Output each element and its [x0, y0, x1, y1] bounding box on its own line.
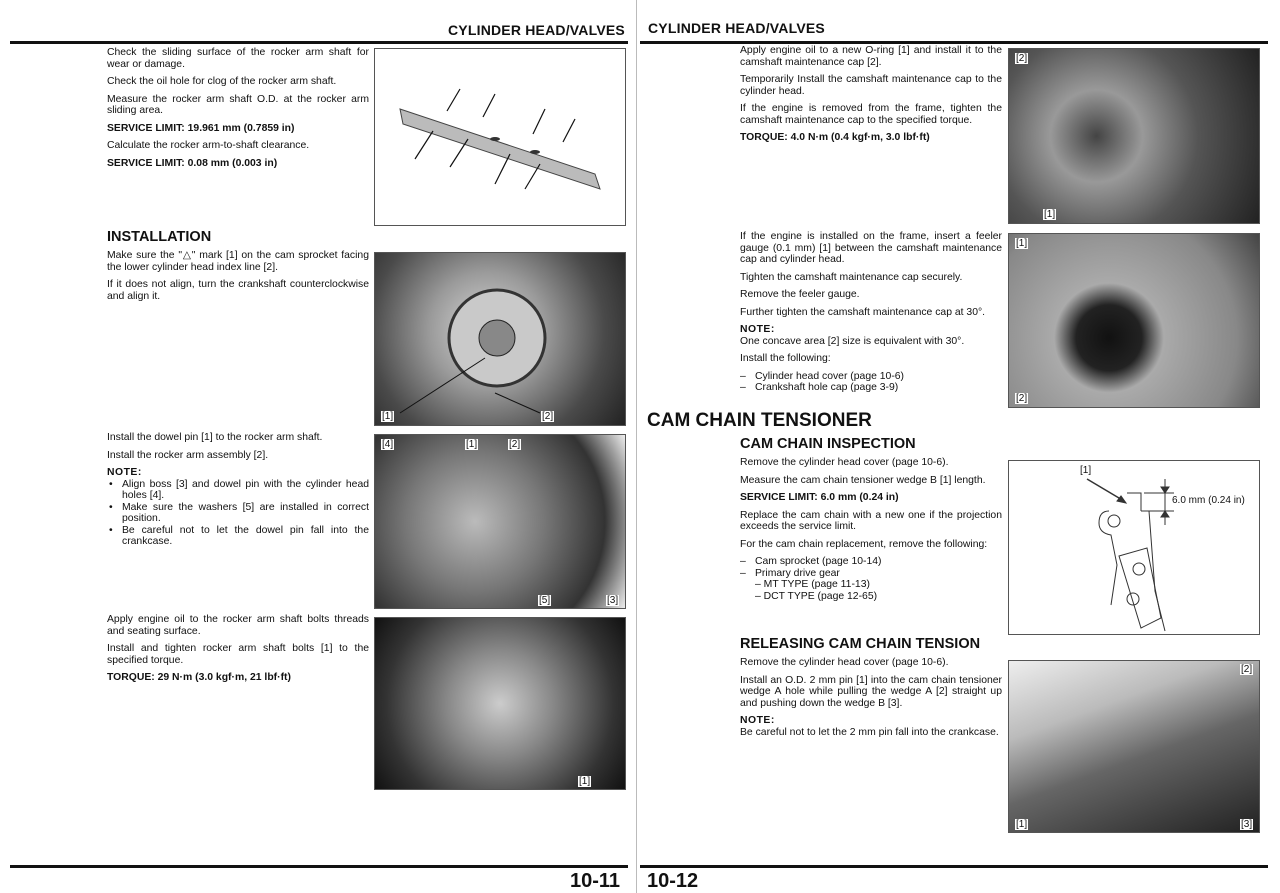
paragraph: Measure the rocker arm shaft O.D. at the rocker arm sliding area.: [107, 93, 369, 116]
paragraph: Measure the cam chain tensioner wedge B [1] length.: [740, 474, 986, 486]
cam-sprocket-photo: [374, 252, 626, 426]
header-rule: [640, 41, 1268, 44]
page-gutter: [636, 0, 637, 893]
note-label: NOTE:: [740, 715, 775, 726]
right-page-header: CYLINDER HEAD/VALVES: [648, 20, 825, 36]
paragraph: Temporarily Install the camshaft maintenance cap to the cylinder head.: [740, 74, 1002, 97]
chain-inspection-text: [740, 457, 1002, 608]
installation-text: [107, 250, 369, 308]
paragraph: Further tighten the camshaft maintenance cap at 30°.: [740, 306, 986, 318]
installation-heading: INSTALLATION: [107, 229, 212, 245]
section-heading: CAM CHAIN TENSIONER: [647, 410, 872, 431]
paragraph: Apply engine oil to the rocker arm shaft bolts threads and seating surface.: [107, 614, 369, 637]
rocker-assembly-photo: [374, 434, 626, 609]
paragraph: Install the rocker arm assembly [2].: [107, 449, 269, 461]
list-subitem: – DCT TYPE (page 12-65): [755, 590, 878, 602]
figure-label: [2]: [542, 411, 554, 422]
list-item: – Primary drive gear: [740, 568, 1002, 580]
list-item: • Be careful not to let the dowel pin fall into the crankcase.: [107, 525, 369, 548]
note-label: NOTE:: [107, 467, 142, 478]
paragraph: Remove the cylinder head cover (page 10-6).: [740, 457, 949, 468]
note-text: Be careful not to let the 2 mm pin fall into the crankcase.: [740, 726, 999, 738]
paragraph: Apply engine oil to a new O-ring [1] and install it to the camshaft maintenance cap [2].: [740, 45, 1002, 68]
paragraph: Install the dowel pin [1] to the rocker arm shaft.: [107, 432, 323, 443]
figure-label: [1]: [466, 439, 478, 450]
feeler-text: [740, 231, 1002, 400]
list-item: – Cam sprocket (page 10-14): [740, 556, 1002, 568]
figure-label: [4]: [382, 439, 394, 450]
service-limit: SERVICE LIMIT: 0.08 mm (0.003 in): [107, 157, 278, 169]
figure-label: [2]: [1016, 53, 1028, 64]
note-label: NOTE:: [740, 324, 775, 335]
paragraph: Replace the cam chain with a new one if the projection exceeds the service limit.: [740, 509, 1002, 532]
torque-spec: TORQUE: 29 N·m (3.0 kgf·m, 21 lbf·ft): [107, 672, 291, 683]
page-number: 10-12: [647, 870, 699, 892]
list-subitem: – MT TYPE (page 11-13): [755, 579, 870, 590]
removal-list: [740, 556, 1002, 602]
figure-label: [3]: [1241, 819, 1253, 830]
left-page-header: CYLINDER HEAD/VALVES: [448, 22, 625, 38]
list-item: • Align boss [3] and dowel pin with the cylinder head holes [4].: [107, 479, 369, 502]
torque-spec: TORQUE: 4.0 N·m (0.4 kgf·m, 3.0 lbf·ft): [740, 132, 930, 143]
rocker-shaft-drawing: [375, 49, 626, 226]
figure-label: [3]: [607, 595, 619, 606]
paragraph: Check the oil hole for clog of the rocker arm shaft.: [107, 76, 337, 87]
rocker-bolts-photo: [374, 617, 626, 790]
paragraph: Install the following:: [740, 353, 831, 364]
inspection-heading: CAM CHAIN INSPECTION: [740, 436, 916, 452]
paragraph: Make sure the "△" mark [1] on the cam sprocket facing the lower cylinder head index line [2].: [107, 250, 369, 273]
bolt-text: [107, 614, 369, 690]
rocker-install-text: [107, 432, 369, 554]
note-text: One concave area [2] size is equivalent with 30°.: [740, 335, 965, 347]
install-list: [740, 371, 1002, 394]
paragraph: If the engine is removed from the frame, tighten the camshaft maintenance cap to the specified torque.: [740, 103, 1002, 126]
paragraph: Install and tighten rocker arm shaft bolts [1] to the specified torque.: [107, 643, 369, 666]
tensioner-wedge-diagram: [1008, 460, 1260, 635]
releasing-text: [740, 657, 1002, 744]
paragraph: If the engine is installed on the frame, insert a feeler gauge (0.1 mm) [1] between the camshaft maintenance cap and cylinder head.: [740, 231, 1002, 265]
maintenance-cap-photo: [1008, 48, 1260, 224]
paragraph: If it does not align, turn the crankshaft counterclockwise and align it.: [107, 279, 369, 302]
inspection-text: [107, 47, 369, 175]
releasing-heading: RELEASING CAM CHAIN TENSION: [740, 636, 981, 652]
releasing-tension-photo: [1008, 660, 1260, 833]
figure-label: [2]: [1016, 393, 1028, 404]
paragraph: Check the sliding surface of the rocker arm shaft for wear or damage.: [107, 47, 369, 70]
dimension-label: 6.0 mm (0.24 in): [1172, 495, 1245, 506]
paragraph: Remove the cylinder head cover (page 10-6).: [740, 657, 949, 668]
paragraph: Remove the feeler gauge.: [740, 289, 860, 300]
service-limit: SERVICE LIMIT: 19.961 mm (0.7859 in): [107, 122, 295, 134]
header-rule: [10, 41, 628, 44]
feeler-gauge-photo: [1008, 233, 1260, 408]
figure-label: [1]: [1044, 209, 1056, 220]
figure-label: [1]: [1016, 238, 1028, 249]
list-item: • Make sure the washers [5] are installed in correct position.: [107, 502, 369, 525]
figure-label: [2]: [509, 439, 521, 450]
rocker-shaft-figure: [374, 48, 626, 226]
figure-label: [1]: [1016, 819, 1028, 830]
paragraph: Tighten the camshaft maintenance cap securely.: [740, 271, 963, 283]
list-item: – Crankshaft hole cap (page 3-9): [740, 382, 1002, 394]
paragraph: For the cam chain replacement, remove the following:: [740, 538, 988, 550]
paragraph: Calculate the rocker arm-to-shaft clearance.: [107, 140, 310, 151]
figure-label: [1]: [1080, 465, 1092, 476]
footer-rule: [640, 865, 1268, 868]
paragraph: Install an O.D. 2 mm pin [1] into the cam chain tensioner wedge A hole while pulling the wedge A [2] straight up and pushing down the wedge B [3].: [740, 674, 1002, 709]
footer-rule: [10, 865, 628, 868]
figure-label: [1]: [382, 411, 394, 422]
list-item: – Cylinder head cover (page 10-6): [740, 371, 1002, 383]
note-list: [107, 479, 369, 548]
service-limit: SERVICE LIMIT: 6.0 mm (0.24 in): [740, 492, 899, 503]
figure-label: [5]: [539, 595, 551, 606]
figure-label: [1]: [579, 776, 591, 787]
cap-text: [740, 45, 1002, 150]
page-number: 10-11: [570, 870, 621, 892]
figure-label: [2]: [1241, 664, 1253, 675]
